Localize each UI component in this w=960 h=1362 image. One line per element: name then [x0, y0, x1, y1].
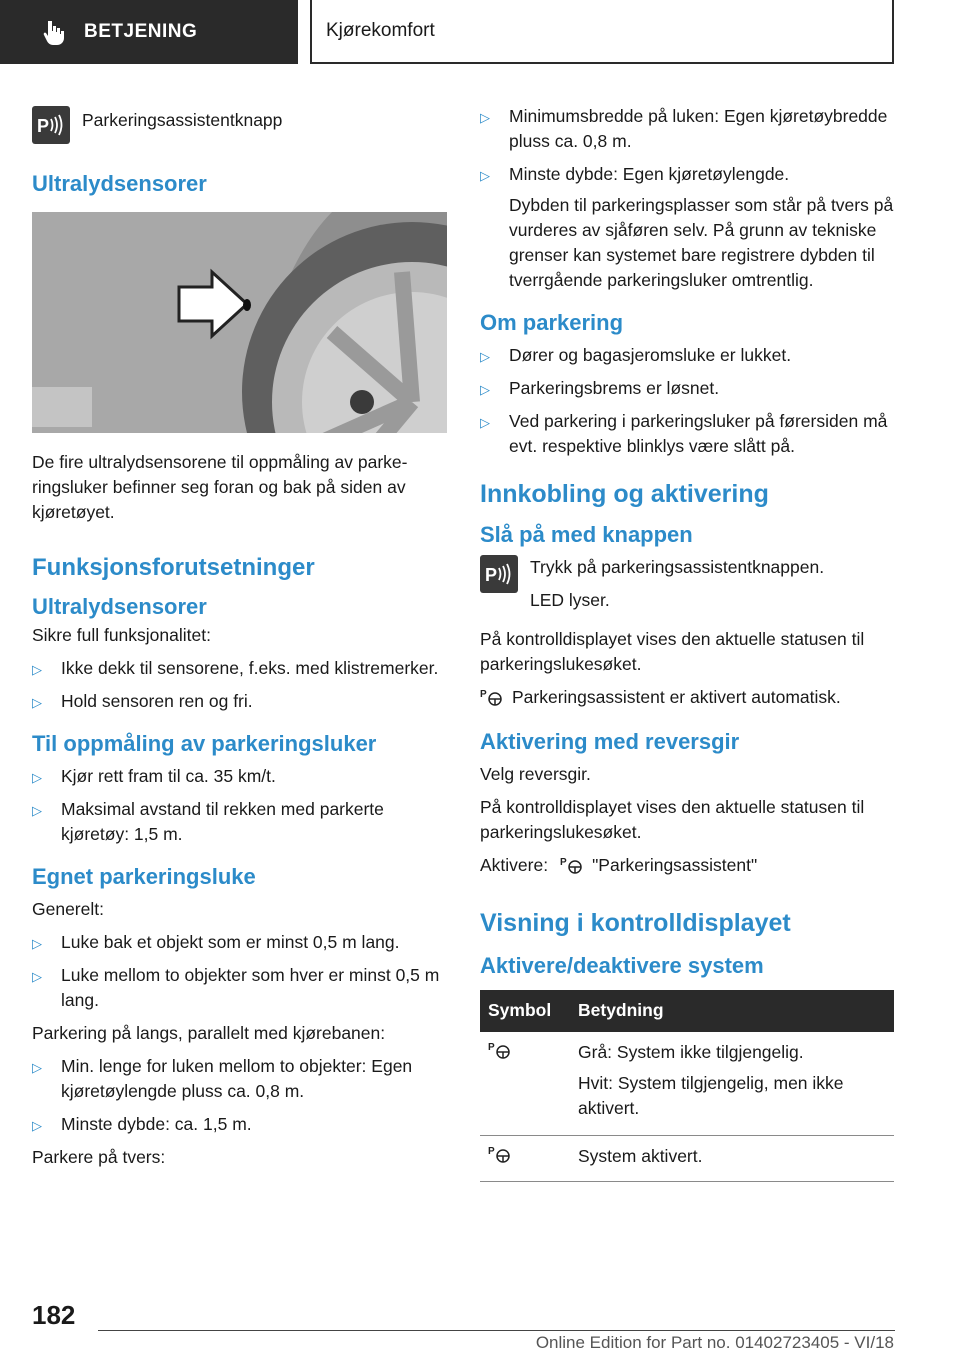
- section-title: BETJENING: [84, 21, 198, 42]
- chapter-tab: [310, 0, 894, 64]
- activate-value: "Parkeringsassistent": [592, 855, 758, 875]
- select-reverse-text: Velg reversgir.: [480, 764, 591, 784]
- heading-activation: Innkobling og aktivering: [480, 480, 769, 508]
- depth-note: Dybden til parkeringsplasser som står på tvers på vurderes av sjåføren selv. På grunn av tekniske grenser kan systemet bare registrere dybden til tverrgående parkeringsluker omtrentlig.: [509, 195, 894, 290]
- auto-active-line: [480, 685, 894, 718]
- list-item: ▷ Ikke dekk til sensorene, f.eks. med klistremerker.: [32, 656, 450, 681]
- triangle-icon: ▷: [32, 695, 42, 710]
- heading-ultrasonic-sensors-2: Ultralydsensorer: [32, 594, 207, 619]
- sensor-bullet-list: [32, 656, 450, 714]
- triangle-icon: ▷: [480, 168, 490, 183]
- parallel-text: Parkering på langs, parallelt med kjørebanen:: [32, 1023, 386, 1043]
- heading-control-display: Visning i kontrolldisplayet: [480, 909, 791, 937]
- parking-assistant-button-icon: [32, 106, 70, 144]
- symbol-table: [480, 990, 894, 1182]
- edition-text: Online Edition for Part no. 01402723405 - VI/18: [535, 1333, 894, 1352]
- left-column: [32, 100, 450, 1178]
- meaning-cell: [570, 1032, 894, 1136]
- heading-reverse-activation: Aktivering med reversgir: [480, 729, 740, 754]
- triangle-icon: ▷: [480, 349, 490, 364]
- list-item: ▷ Minste dybde: Egen kjøretøylengde.: [480, 162, 894, 187]
- list-item: ▷ Hold sensoren ren og fri.: [32, 689, 450, 714]
- list-item: ▷ Minimumsbredde på luken: Egen kjøretøybredde pluss ca. 0,8 m.: [480, 106, 888, 151]
- triangle-icon: ▷: [32, 1118, 42, 1133]
- column-header-symbol: Symbol: [480, 990, 570, 1032]
- list-item: ▷ Parkeringsbrems er løsnet.: [480, 376, 894, 401]
- led-text: LED lyser.: [530, 590, 610, 610]
- general-text: Generelt:: [32, 899, 104, 919]
- heading-system-toggle: Aktivere/deaktivere system: [480, 953, 764, 978]
- svg-text:P: P: [560, 857, 567, 868]
- list-item: ▷ Kjør rett fram til ca. 35 km/t.: [32, 764, 450, 789]
- button-activation: [480, 555, 894, 621]
- auto-active-text: Parkeringsassistent er aktivert automatisk.: [512, 687, 841, 707]
- cross-text: Parkere på tvers:: [32, 1147, 166, 1167]
- button-legend: [32, 106, 450, 144]
- svg-text:P: P: [37, 116, 50, 136]
- triangle-icon: ▷: [32, 969, 42, 984]
- parking-assistant-symbol-icon: [488, 1144, 512, 1164]
- parking-assistant-button-icon: [480, 555, 518, 593]
- chapter-title: Kjørekomfort: [326, 20, 435, 41]
- triangle-icon: ▷: [480, 382, 490, 397]
- table-row: [480, 1032, 894, 1136]
- triangle-icon: ▷: [32, 803, 42, 818]
- meaning-text: Hvit: System tilgjengelig, men ikke aktivert.: [578, 1073, 844, 1118]
- svg-text:P: P: [488, 1042, 495, 1053]
- display-status-text-2: På kontrolldisplayet vises den aktuelle statusen til parkeringslukesøket.: [480, 797, 865, 842]
- column-header-meaning: Betydning: [570, 990, 894, 1032]
- measure-bullet-list: [32, 764, 450, 847]
- right-column: [480, 104, 894, 1182]
- meaning-text: Grå: System ikke tilgjengelig.: [578, 1042, 804, 1062]
- activate-line: [480, 853, 894, 886]
- general-bullet-list: [32, 930, 450, 1013]
- heading-about-parking: Om parkering: [480, 310, 624, 335]
- triangle-icon: ▷: [32, 770, 42, 785]
- list-item: ▷ Dører og bagasjeromsluke er lukket.: [480, 343, 894, 368]
- parking-assistant-symbol-icon: [560, 855, 584, 875]
- page-number: 182: [32, 1300, 76, 1330]
- triangle-icon: ▷: [480, 110, 490, 125]
- heading-ultrasonic-sensors: Ultralydsensorer: [32, 171, 207, 196]
- table-row: [480, 1136, 894, 1182]
- parking-assistant-symbol-icon: [488, 1040, 512, 1060]
- triangle-icon: ▷: [32, 662, 42, 677]
- list-item: ▷ Luke mellom to objekter som hver er minst 0,5 m lang.: [32, 965, 440, 1010]
- svg-text:P: P: [480, 689, 487, 700]
- svg-text:P: P: [488, 1146, 495, 1157]
- display-status-text: På kontrolldisplayet vises den aktuelle statusen til parkeringslukesøket.: [480, 629, 865, 674]
- sensor-location-photo: [32, 212, 447, 433]
- press-button-text: Trykk på parkeringsassistentknappen.: [530, 557, 825, 577]
- symbol-cell: [480, 1032, 570, 1136]
- heading-functional-requirements: Funksjonsforutsetninger: [32, 554, 315, 581]
- list-item: ▷ Luke bak et objekt som er minst 0,5 m lang.: [32, 930, 450, 955]
- button-caption: Parkeringsassistentknapp: [82, 110, 283, 130]
- activate-label: Aktivere:: [480, 855, 549, 875]
- list-item: ▷ Min. lenge for luken mellom to objekter: Egen kjøretøylengde pluss ca. 0,8 m.: [32, 1056, 413, 1101]
- photo-caption: De fire ultralydsensorene til oppmåling av parkeringsluker befinner seg foran og bak på siden av kjøretøyet.: [32, 452, 408, 522]
- heading-measure-spaces: Til oppmåling av parkeringsluker: [32, 731, 377, 756]
- heading-suitable-space: Egnet parkeringsluke: [32, 864, 256, 889]
- about-bullet-list: [480, 343, 894, 459]
- hand-icon: [40, 19, 66, 45]
- footer-divider: [98, 1330, 895, 1331]
- triangle-icon: ▷: [480, 415, 490, 430]
- parking-assistant-symbol-icon: [480, 687, 504, 707]
- list-item: ▷ Maksimal avstand til rekken med parkerte kjøretøy: 1,5 m.: [32, 799, 384, 844]
- list-item: ▷ Ved parkering i parkeringsluker på førersiden må evt. respektive blinklys være slått på.: [480, 411, 888, 456]
- full-function-text: Sikre full funksjonalitet:: [32, 625, 211, 645]
- svg-text:P: P: [485, 565, 498, 585]
- cross-bullet-list: [480, 104, 894, 187]
- parallel-bullet-list: [32, 1054, 450, 1137]
- symbol-cell: [480, 1136, 570, 1182]
- triangle-icon: ▷: [32, 1060, 42, 1075]
- heading-button-activation: Slå på med knappen: [480, 522, 693, 547]
- list-item: ▷ Minste dybde: ca. 1,5 m.: [32, 1112, 450, 1137]
- meaning-text: System aktivert.: [578, 1146, 703, 1166]
- meaning-cell: [570, 1136, 894, 1182]
- triangle-icon: ▷: [32, 936, 42, 951]
- section-tab: [0, 0, 298, 64]
